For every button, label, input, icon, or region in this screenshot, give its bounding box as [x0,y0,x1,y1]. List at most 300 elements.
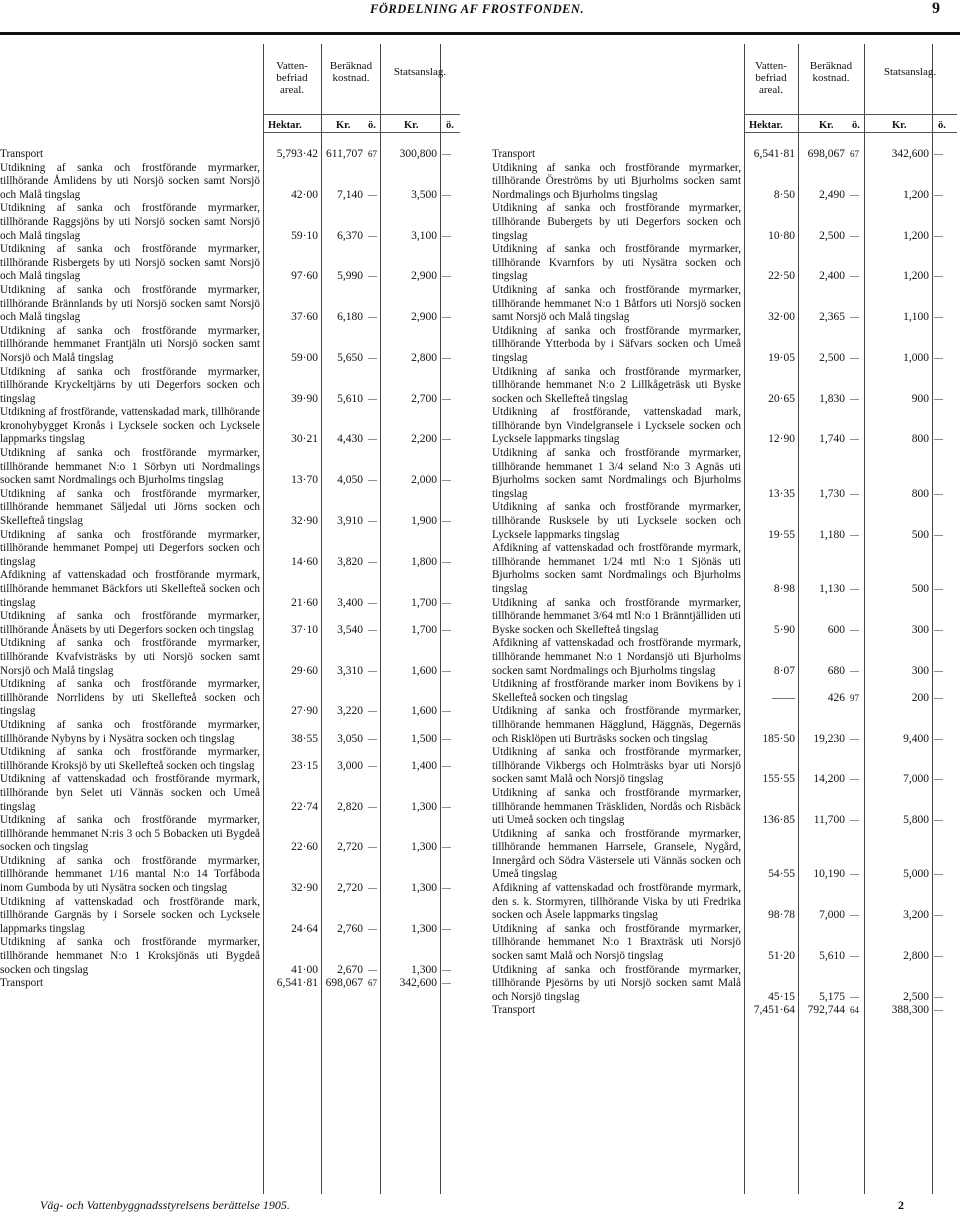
cost-kr-cell: 11,700 [813,814,845,827]
grant-ore-cell: — [934,230,943,241]
cost-ore-cell: — [368,842,377,853]
table-row [0,366,460,407]
area-cell: 42·00 [291,188,318,201]
description-cell: Utdikning af sanka och frostförande myrmarker, tillhörande Ytterboda by i Säfvars socken och Umeå tingslag [492,324,741,364]
cost-kr-cell: 3,820 [337,555,363,568]
description-cell: Utdikning af sanka och frostförande myrmarker, tillhörande Pjesörns by uti Norsjö socken samt Malå och Norsjö tingslag [492,963,741,1003]
grant-kr-cell: 3,100 [411,229,437,242]
cost-ore-cell: — [850,189,859,200]
cost-ore-cell: — [368,733,377,744]
cost-kr-cell: 792,744 [807,1004,845,1017]
cost-kr-cell: 1,130 [819,583,845,595]
grant-ore-cell: — [934,910,943,921]
cost-ore-cell: — [368,352,377,363]
table-row [0,773,460,814]
cost-kr-cell: 7,140 [337,188,363,201]
cost-ore-cell: — [368,801,377,812]
cost-ore-cell: — [850,665,859,676]
cost-kr-cell: 1,740 [819,433,845,446]
grant-ore-cell: — [934,529,943,540]
table-row [492,882,957,923]
cost-kr-cell: 2,760 [337,922,363,935]
col-header-cost: Beräknad kostnad. [809,60,853,84]
cost-kr-cell: 6,180 [337,311,363,324]
table-row [492,678,957,705]
grant-kr-cell: 388,300 [891,1004,929,1017]
cost-ore-cell: — [850,393,859,404]
grant-kr-cell: 900 [911,392,929,405]
area-cell: 37·60 [291,311,318,324]
cost-ore-cell: — [850,352,859,363]
description-cell: Utdikning af frostförande marker inom Bovikens by i Skellefteå socken och tingslag [492,678,741,704]
area-cell: 97·60 [291,270,318,283]
table-row [0,447,460,488]
header-separator [263,132,460,133]
grant-ore-cell: — [442,393,451,404]
table-row [0,855,460,896]
cost-kr-cell: 600 [827,623,845,636]
cost-kr-cell: 3,050 [337,732,363,745]
cost-kr-cell: 2,490 [819,188,845,201]
cost-kr-cell: 3,000 [337,759,363,772]
left-table [0,148,460,991]
col-header-cost: Beräknad kostnad. [329,60,373,84]
grant-ore-cell: — [442,978,451,989]
description-cell: Afdikning af vattenskadad och frostförande myrmark, tillhörande hemmanet Bäckfors uti Skellefteå socken och tingslag [0,569,260,609]
table-row [0,610,460,637]
grant-ore-cell: — [442,883,451,894]
grant-kr-cell: 1,600 [411,705,437,718]
grant-kr-cell: 1,200 [903,188,929,201]
grant-kr-cell: 800 [911,487,929,500]
col-header-area: Vatten-befriad areal. [276,60,308,96]
area-cell: 30·21 [291,433,318,446]
grant-ore-cell: — [934,271,943,282]
cost-ore-cell: — [368,556,377,567]
table-row [0,406,460,447]
grant-kr-cell: 3,200 [903,909,929,922]
area-cell: 19·55 [768,528,795,541]
footer-signature-number: 2 [898,1198,904,1212]
cost-ore-cell: — [368,189,377,200]
cost-ore-cell: 67 [368,978,377,989]
table-row [492,746,957,787]
left-table-header [0,44,460,130]
unit-hektar: Hektar. [268,120,302,131]
description-cell: Utdikning af sanka och frostförande myrmarker, tillhörande Raggsjöns by uti Norsjö socken samt Norsjö och Malå tingslag [0,202,260,242]
table-row [492,284,957,325]
description-cell: Utdikning af sanka och frostförande myrmarker, tillhörande hemmanet 3/64 mtl N:o 1 Bränntjälliden uti Byske socken och Skellefteå tingslag [492,596,741,636]
transport-row [0,977,460,991]
description-cell: Utdikning af sanka och frostförande myrmarker, tillhörande Norrlidens by uti Skellefteå socken och tingslag [0,678,260,718]
description-cell: Utdikning af sanka och frostförande myrmarker, tillhörande Kvafvisträsks by uti Norsjö socken samt Norsjö och Malå tingslag [0,637,260,677]
cost-ore-cell: — [368,312,377,323]
area-cell: 8·07 [773,664,795,677]
grant-kr-cell: 5,000 [903,868,929,881]
area-cell: 98·78 [768,909,795,922]
table-row [0,896,460,937]
cost-kr-cell: 1,180 [819,528,845,541]
area-cell: 41·00 [291,963,318,976]
grant-ore-cell: — [442,842,451,853]
description-cell: Utdikning af sanka och frostförande myrmarker, tillhörande Åmlidens by uti Norsjö socken samt Norsjö och Malå tingslag [0,161,260,201]
table-row [492,202,957,243]
cost-ore-cell: 67 [368,149,377,159]
description-cell: Afdikning af vattenskadad och frostförande myrmark, tillhörande hemmanet 1/24 mtl N:o 1 Sjönäs uti Bjurholms socken samt Nordmalings och Bjurholms tingslag [492,542,741,595]
grant-ore-cell: — [934,149,943,159]
description-cell: Utdikning af sanka och frostförande myrmarker, tillhörande hemmanet 1 3/4 seland N:o 3 Agnäs uti Bjurholms socken samt Nordmalings och Bjurholms tingslag [492,447,741,500]
grant-kr-cell: 2,700 [411,392,437,405]
cost-kr-cell: 3,220 [337,705,363,718]
area-cell: 19·05 [768,351,795,364]
description-cell: Transport [492,1004,536,1017]
grant-ore-cell: — [442,964,451,975]
grant-ore-cell: — [934,1005,943,1016]
grant-ore-cell: — [442,189,451,200]
table-row [0,936,460,977]
unit-kr: Kr. [404,120,419,131]
area-cell: 32·00 [768,311,795,324]
area-cell: 27·90 [291,705,318,718]
grant-ore-cell: — [934,951,943,962]
area-cell: 185·50 [762,732,795,745]
grant-kr-cell: 1,900 [411,515,437,528]
area-cell: 59·00 [291,351,318,364]
description-cell: Utdikning af sanka och frostförande myrmarker, tillhörande hemmanet N:o 2 Lillkågeträsk uti Byske socken och Skellefteå tingslag [492,365,741,405]
col-header-area: Vatten-befriad areal. [755,60,787,96]
cost-kr-cell: 3,540 [337,623,363,636]
grant-kr-cell: 5,800 [903,814,929,827]
col-header-grant: Statsanslag. [883,66,937,78]
table-row [492,325,957,366]
grant-ore-cell: — [442,475,451,486]
cost-kr-cell: 19,230 [813,732,845,745]
cost-kr-cell: 5,175 [819,990,845,1003]
grant-ore-cell: — [442,733,451,744]
area-cell: 38·55 [291,732,318,745]
cost-kr-cell: 2,670 [337,963,363,976]
cost-ore-cell: — [850,624,859,635]
table-row [492,542,957,596]
grant-kr-cell: 1,300 [411,963,437,976]
grant-kr-cell: 1,600 [411,664,437,677]
cost-kr-cell: 2,720 [337,882,363,895]
cost-kr-cell: 5,650 [337,351,363,364]
cost-kr-cell: 2,400 [819,270,845,283]
cost-kr-cell: 680 [827,664,845,677]
cost-kr-cell: 698,067 [807,148,845,160]
grant-kr-cell: 3,500 [411,188,437,201]
cost-ore-cell: — [368,597,377,608]
grant-kr-cell: 1,300 [411,922,437,935]
description-cell: Utdikning af sanka och frostförande myrmarker, tillhörande hemmanet N:o 1 Kroksjönäs uti Bygdeå socken och tingslag [0,936,260,976]
cost-ore-cell: — [368,923,377,934]
description-cell: Utdikning af vattenskadad och frostförande myrmark, tillhörande byn Selet uti Vännäs socken och Umeå tingslag [0,773,260,813]
table-row [0,746,460,773]
cost-ore-cell: — [850,271,859,282]
area-cell: 5,793·42 [276,148,318,160]
area-cell: 155·55 [762,773,795,786]
cost-ore-cell: — [850,312,859,323]
description-cell: Utdikning af sanka och frostförande myrmarker, tillhörande Nybyns by i Nysätra socken och tingslag [0,718,260,745]
grant-ore-cell: — [934,692,943,703]
transport-row [492,1004,957,1018]
grant-kr-cell: 2,800 [411,351,437,364]
description-cell: Utdikning af sanka och frostförande myrmarker, tillhörande hemmanet 1/16 mantal N:o 14 Torfåboda inom Gumboda by uti Nysätra socken och tingslag [0,854,260,895]
grant-kr-cell: 2,000 [411,474,437,487]
table-row [0,243,460,284]
table-row [492,447,957,501]
table-row [0,719,460,746]
cost-kr-cell: 426 [827,691,845,704]
grant-ore-cell: — [934,584,943,594]
header-separator [263,114,460,115]
cost-ore-cell: — [368,624,377,635]
cost-ore-cell: — [850,434,859,445]
table-row [492,923,957,964]
grant-kr-cell: 1,200 [903,229,929,242]
transport-row [0,148,460,162]
description-cell: Transport [0,148,44,160]
header-separator [744,132,957,133]
cost-ore-cell: — [850,869,859,880]
grant-ore-cell: — [934,434,943,445]
description-cell: Utdikning af sanka och frostförande myrmarker, tillhörande hemmanet Frantjäln uti Norsjö socken samt Norsjö och Malå tingslag [0,324,260,364]
area-cell: 39·90 [291,392,318,405]
unit-ore: ö. [852,120,860,131]
header-rule [0,32,960,35]
grant-kr-cell: 300,800 [399,148,437,160]
grant-ore-cell: — [442,516,451,527]
cost-ore-cell: — [368,760,377,771]
cost-kr-cell: 5,610 [819,950,845,963]
grant-ore-cell: — [934,624,943,635]
cost-ore-cell: — [850,951,859,962]
cost-kr-cell: 2,820 [337,800,363,813]
area-cell: 22·60 [291,841,318,854]
grant-ore-cell: — [934,352,943,363]
table-row [492,162,957,203]
cost-ore-cell: — [368,516,377,527]
description-cell: Utdikning af sanka och frostförande myrmarker, tillhörande Brännlands by uti Norsjö socken samt Norsjö och Malå tingslag [0,283,260,324]
unit-ore: ö. [368,120,376,131]
area-cell: 14·60 [291,555,318,568]
area-cell: 22·74 [291,800,318,813]
table-row [492,637,957,678]
grant-kr-cell: 1,300 [411,841,437,854]
grant-ore-cell: — [442,149,451,159]
area-cell: 22·50 [768,270,795,283]
cost-kr-cell: 7,000 [819,909,845,922]
grant-ore-cell: — [934,991,943,1002]
cost-ore-cell: 97 [850,692,859,703]
table-row [0,569,460,610]
cost-ore-cell: — [368,665,377,676]
right-table-header [492,44,957,130]
grant-kr-cell: 1,800 [411,555,437,568]
cost-ore-cell: — [368,964,377,975]
grant-kr-cell: 7,000 [903,773,929,786]
grant-kr-cell: 1,700 [411,596,437,609]
cost-ore-cell: — [850,733,859,744]
unit-kr: Kr. [892,120,907,131]
table-row [492,705,957,746]
transport-row [492,148,957,162]
area-cell: 54·55 [768,868,795,881]
cost-kr-cell: 3,400 [337,596,363,609]
page-number: 9 [932,0,940,17]
grant-ore-cell: — [934,774,943,785]
description-cell: Afdikning af vattenskadad och frostförande myrmark, den s. k. Stormyren, tillhörande Viska by uti Fredrika socken och Åsele lappmarks tingslag [492,882,741,922]
grant-ore-cell: — [934,733,943,744]
grant-kr-cell: 2,900 [411,311,437,324]
grant-kr-cell: 1,500 [411,732,437,745]
cost-ore-cell: — [850,910,859,921]
table-row [0,325,460,366]
unit-ore: ö. [938,120,946,131]
cost-ore-cell: — [368,393,377,404]
grant-ore-cell: — [442,230,451,241]
description-cell: Utdikning af sanka och frostförande myrmarker, tillhörande Kvarnfors by uti Nysätra socken och tingslag [492,243,741,283]
cost-ore-cell: — [368,475,377,486]
grant-kr-cell: 200 [911,691,929,704]
description-cell: Afdikning af vattenskadad och frostförande myrmark, tillhörande hemmanet N:o 1 Nordansjö uti Bjurholms socken samt Nordmalings och Bjurholms tingslag [492,637,741,677]
area-cell: 59·10 [291,229,318,242]
description-cell: Utdikning af sanka och frostförande myrmarker, tillhörande Kroksjö by uti Skellefteå socken och tingslag [0,746,260,772]
cost-kr-cell: 2,500 [819,351,845,364]
grant-ore-cell: — [442,801,451,812]
area-cell: 7,451·64 [753,1004,795,1017]
area-cell: 20·65 [768,392,795,405]
cost-kr-cell: 14,200 [813,773,845,786]
footer-publication: Väg- och Vattenbyggnadsstyrelsens berättelse 1905. [40,1198,290,1212]
unit-kr: Kr. [819,120,834,131]
table-row [492,597,957,638]
area-cell: 6,541·81 [276,977,318,990]
cost-ore-cell: — [368,883,377,894]
area-cell: 29·60 [291,664,318,677]
area-cell: 8·50 [773,188,795,201]
table-row [492,406,957,447]
table-row [0,162,460,203]
area-cell: 32·90 [291,882,318,895]
cost-kr-cell: 1,730 [819,487,845,500]
area-cell: 23·15 [291,759,318,772]
grant-kr-cell: 500 [911,583,929,595]
grant-kr-cell: 2,800 [903,950,929,963]
description-cell: Utdikning af frostförande, vattenskadad mark, tillhörande byn Vindelgransele i Lycksele socken och Lycksele lappmarks tingslag [492,406,741,446]
area-cell: 136·85 [762,814,795,827]
area-cell: 37·10 [291,623,318,636]
area-cell: 13·70 [291,474,318,487]
grant-kr-cell: 342,600 [891,148,929,160]
cost-kr-cell: 698,067 [325,977,363,990]
area-cell: 32·90 [291,515,318,528]
description-cell: Transport [492,148,536,160]
grant-ore-cell: — [934,189,943,200]
cost-ore-cell: — [850,774,859,785]
description-cell: Utdikning af sanka och frostförande myrmarker, tillhörande Bubergets by uti Degerfors socken och tingslag [492,202,741,242]
area-cell: 51·20 [768,950,795,963]
cost-kr-cell: 2,720 [337,841,363,854]
cost-ore-cell: — [850,991,859,1002]
grant-kr-cell: 500 [911,528,929,541]
cost-ore-cell: — [850,529,859,540]
description-cell: Utdikning af sanka och frostförande myrmarker, tillhörande Öreströms by uti Bjurholms socken samt Nordmalings och Bjurholms tingslag [492,161,741,201]
cost-kr-cell: 5,610 [337,392,363,405]
unit-ore: ö. [446,120,454,131]
cost-kr-cell: 3,910 [337,515,363,528]
description-cell: Utdikning af sanka och frostförande myrmarker, tillhörande hemmanet Säljedal uti Jörns socken och Skellefteå tingslag [0,487,260,528]
area-cell: —— [772,691,795,704]
grant-ore-cell: — [442,556,451,567]
cost-kr-cell: 5,990 [337,270,363,283]
cost-ore-cell: — [368,271,377,282]
cost-ore-cell: — [850,815,859,826]
cost-kr-cell: 4,430 [337,433,363,446]
grant-ore-cell: — [442,760,451,771]
area-cell: 10·80 [768,229,795,242]
cost-ore-cell: — [368,706,377,717]
grant-ore-cell: — [442,434,451,445]
table-row [0,814,460,855]
description-cell: Transport [0,977,44,990]
grant-ore-cell: — [934,665,943,676]
description-cell: Utdikning af sanka och frostförande myrmarker, tillhörande hemmanen Hägglund, Häggnäs, Degernäs och Risklöpen uti Burträsks socken och tingslag [492,705,741,745]
grant-ore-cell: — [442,923,451,934]
table-row [492,964,957,1005]
grant-ore-cell: — [442,706,451,717]
cost-kr-cell: 3,310 [337,664,363,677]
grant-kr-cell: 1,700 [411,623,437,636]
grant-kr-cell: 1,300 [411,800,437,813]
unit-kr: Kr. [336,120,351,131]
cost-ore-cell: 64 [850,1005,859,1016]
table-row [0,488,460,529]
cost-kr-cell: 2,365 [819,311,845,324]
description-cell: Utdikning af sanka och frostförande myrmarker, tillhörande hemmanen Harrsele, Gransele, Nygård, Innergård och Södra Västersele uti Vännäs socken och Umeå tingslag [492,827,741,881]
grant-ore-cell: — [934,488,943,499]
cost-ore-cell: — [850,488,859,499]
description-cell: Utdikning af sanka och frostförande myrmarker, tillhörande Kryckeltjärns by uti Degerfors socken och tingslag [0,365,260,405]
left-column [0,44,460,1194]
unit-hektar: Hektar. [749,120,783,131]
table-row [492,366,957,407]
cost-ore-cell: 67 [850,149,859,159]
description-cell: Utdikning af sanka och frostförande myrmarker, tillhörande Vikbergs och Holmträsks byar uti Norsjö socken samt Malå och Norsjö tingslag [492,746,741,786]
table-row [0,284,460,325]
area-cell: 5·90 [773,623,795,636]
header-separator [744,114,957,115]
description-cell: Utdikning af sanka och frostförande myrmarker, tillhörande Risbergets by uti Norsjö socken samt Norsjö och Malå tingslag [0,243,260,283]
grant-ore-cell: — [934,393,943,404]
grant-ore-cell: — [934,869,943,880]
right-column [492,44,957,1194]
description-cell: Utdikning af frostförande, vattenskadad mark, tillhörande kronohybygget Kronås i Lycksele socken och Lycksele lappmarks tingslag [0,406,260,446]
table-row [492,501,957,542]
grant-kr-cell: 2,900 [411,270,437,283]
page-header-title: FÖRDELNING AF FROSTFONDEN. [370,2,585,16]
grant-kr-cell: 2,200 [411,433,437,446]
description-cell: Utdikning af sanka och frostförande myrmarker, tillhörande hemmanet N:o 1 Båtfors uti Norsjö socken samt Norsjö och Malå tingslag [492,283,741,324]
area-cell: 45·15 [768,990,795,1003]
cost-kr-cell: 6,370 [337,229,363,242]
description-cell: Utdikning af vattenskadad och frostförande mark, tillhörande Gargnäs by i Sorsele socken och Lycksele lappmarks tingslag [0,895,260,935]
grant-ore-cell: — [442,597,451,608]
description-cell: Utdikning af sanka och frostförande myrmarker, tillhörande hemmanet N:o 1 Braxträsk uti Norsjö socken samt Malå och Norsjö tingslag [492,922,741,963]
table-row [0,637,460,678]
col-header-grant: Statsanslag. [393,66,447,78]
